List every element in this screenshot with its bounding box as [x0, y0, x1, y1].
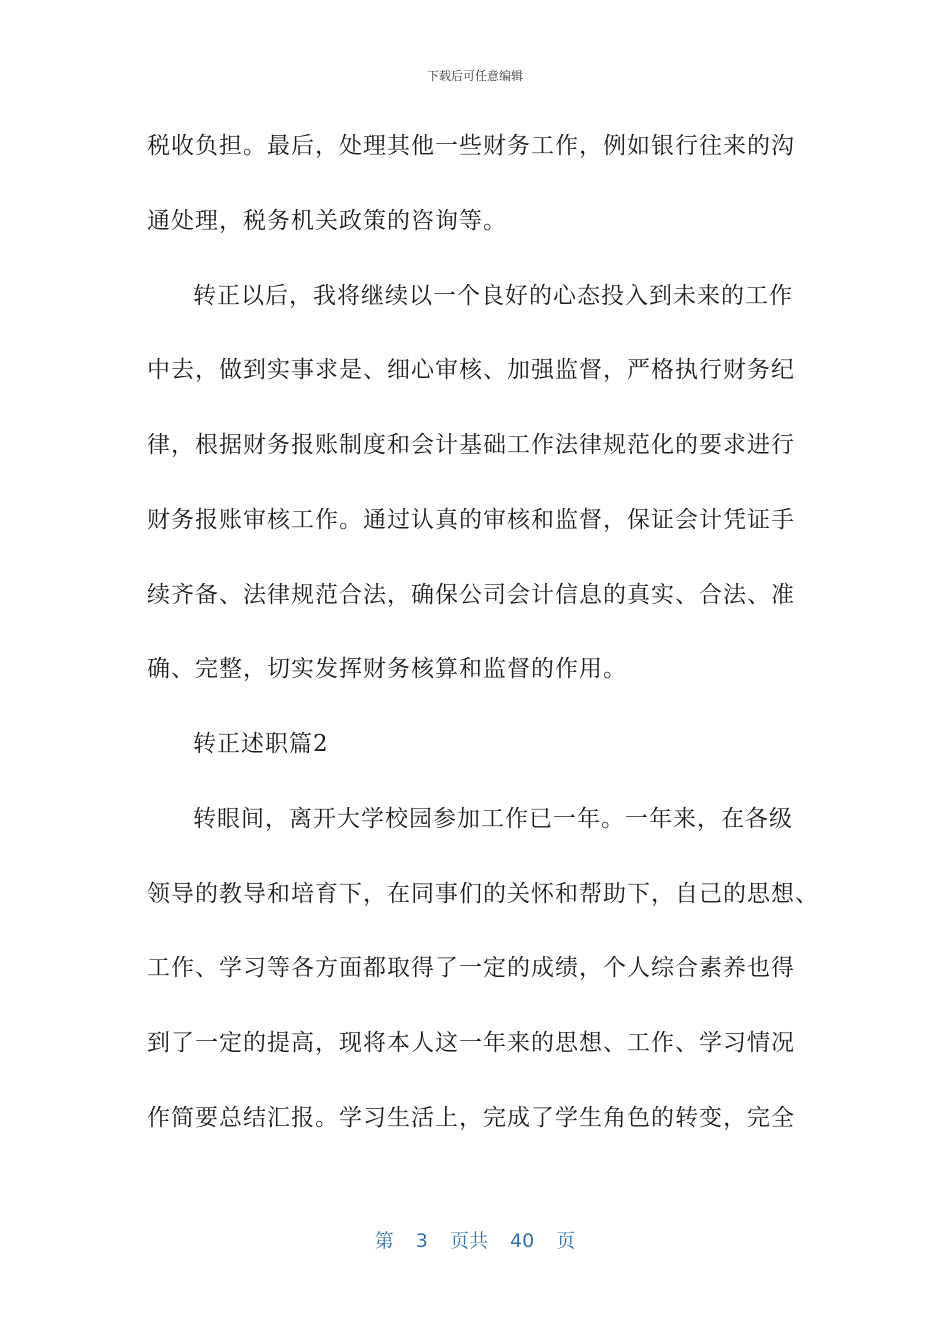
- text-line: 财务报账审核工作。通过认真的审核和监督，保证会计凭证手: [147, 507, 795, 533]
- total-page-count: 40: [510, 1230, 535, 1252]
- text-line: 领导的教导和培育下，在同事们的关怀和帮助下，自己的思想、: [147, 881, 819, 907]
- page-footer: [0, 1226, 950, 1253]
- text-line: 通处理，税务机关政策的咨询等。: [147, 208, 507, 234]
- footer-middle: 页共: [449, 1230, 488, 1252]
- text-line: 转正以后，我将继续以一个良好的心态投入到未来的工作: [193, 283, 793, 309]
- text-line: 中去，做到实事求是、细心审核、加强监督，严格执行财务纪: [147, 357, 795, 383]
- text-line: 律，根据财务报账制度和会计基础工作法律规范化的要求进行: [147, 432, 795, 458]
- current-page-number: 3: [415, 1230, 428, 1252]
- text-line: 确、完整，切实发挥财务核算和监督的作用。: [147, 656, 627, 682]
- text-line: 到了一定的提高，现将本人这一年来的思想、工作、学习情况: [147, 1030, 795, 1056]
- text-line: 转眼间，离开大学校园参加工作已一年。一年来，在各级: [193, 806, 793, 832]
- header-note: 下载后可任意编辑: [426, 69, 523, 83]
- text-line: 续齐备、法律规范合法，确保公司会计信息的真实、合法、准: [147, 582, 795, 608]
- footer-prefix: 第: [374, 1230, 394, 1252]
- footer-suffix: 页: [556, 1230, 576, 1252]
- text-line: 税收负担。最后，处理其他一些财务工作，例如银行往来的沟: [147, 133, 795, 159]
- text-line: 工作、学习等各方面都取得了一定的成绩，个人综合素养也得: [147, 955, 795, 981]
- section-heading: 转正述职篇2: [193, 731, 329, 757]
- text-line: 作简要总结汇报。学习生活上，完成了学生角色的转变，完全: [147, 1105, 795, 1131]
